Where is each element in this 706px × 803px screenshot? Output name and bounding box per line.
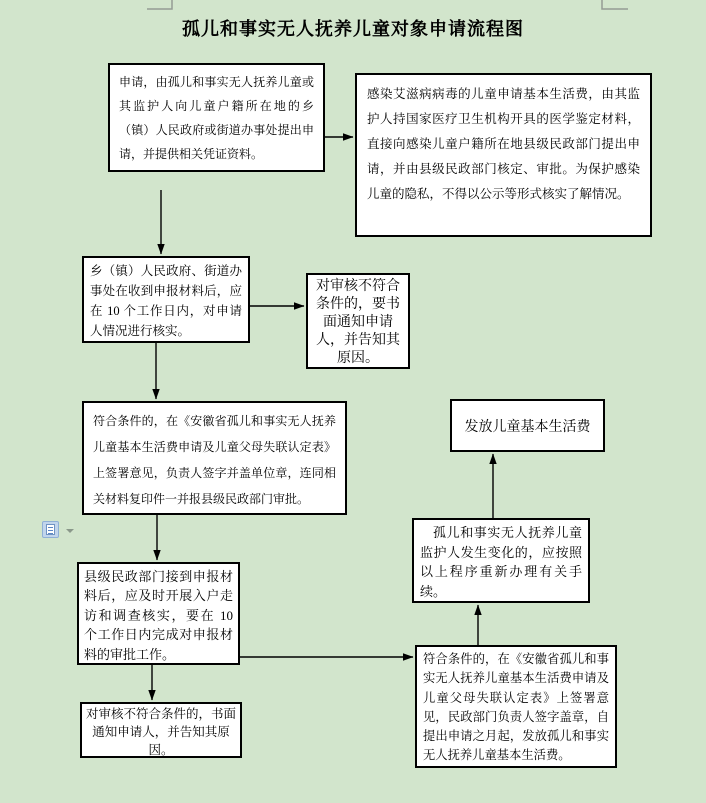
flow-box-township-reject-notice-text: 对审核不符合条件的，要书面通知申请人，并告知其原因。	[316, 279, 400, 366]
flow-box-approve-and-grant[interactable]	[415, 645, 617, 768]
flow-box-apply-text: 申请，由孤儿和事实无人抚养儿童或其监护人向儿童户籍所在地的乡（镇）人民政府或街道办事处提出申请，并提供相关凭证资料。	[119, 75, 314, 161]
flow-box-sign-and-report-text: 符合条件的，在《安徽省孤儿和事实无人抚养儿童基本生活费申请及儿童父母失联认定表》上签署意见，负责人签字并盖单位章，连同相关材料复印件一并报县级民政部门审批。	[93, 414, 336, 506]
flow-box-grant-allowance-text: 发放儿童基本生活费	[464, 419, 591, 435]
flow-box-sign-and-report[interactable]	[82, 401, 347, 515]
flow-box-guardian-change-text: 孤儿和事实无人抚养儿童监护人发生变化的，应按照以上程序重新办理有关手续。	[420, 525, 582, 599]
flow-box-county-reject-notice-text: 对审核不符合条件的，书面通知申请人，并告知其原因。	[85, 707, 236, 757]
text-boundary-mark-right	[602, 0, 628, 9]
flow-box-guardian-change[interactable]	[412, 518, 590, 603]
flow-box-township-reject-notice[interactable]	[306, 273, 410, 369]
flow-box-approve-and-grant-text: 符合条件的，在《安徽省孤儿和事实无人抚养儿童基本生活费申请及儿童父母失联认定表》上签署意见，民政部门负责人签字盖章，自提出申请之月起，发放孤儿和事实无人抚养儿童基本生活费。	[423, 652, 609, 763]
flow-box-hiv-children-text: 感染艾滋病病毒的儿童申请基本生活费，由其监护人持国家医疗卫生机构开具的医学鉴定材料，直接向感染儿童户籍所在地县级民政部门提出申请，并由县级民政部门核定、审批。为保护感染儿童的隐私，不得以公示等形式核实了解情况。	[367, 87, 640, 201]
flow-box-grant-allowance[interactable]	[450, 399, 605, 452]
page-title: 孤儿和事实无人抚养儿童对象申请流程图	[182, 19, 524, 39]
paste-options-button[interactable]	[42, 521, 59, 538]
flow-box-county-review-text: 县级民政部门接到申报材料后，应及时开展入户走访和调查核实，要在 10 个工作日内完成对申报材料的审批工作。	[84, 569, 233, 662]
paste-options-icon	[46, 524, 55, 535]
chevron-down-icon[interactable]	[66, 529, 74, 533]
flow-box-apply[interactable]	[108, 63, 325, 172]
flow-box-county-reject-notice[interactable]	[80, 702, 242, 758]
flow-box-hiv-children[interactable]	[355, 73, 652, 237]
flow-box-township-review[interactable]	[82, 256, 250, 343]
text-boundary-mark-left	[147, 0, 172, 9]
flow-box-county-review[interactable]	[77, 562, 240, 665]
flow-box-township-review-text: 乡（镇）人民政府、街道办事处在收到申报材料后，应在 10 个工作日内，对申请人情况进行核实。	[90, 264, 242, 338]
